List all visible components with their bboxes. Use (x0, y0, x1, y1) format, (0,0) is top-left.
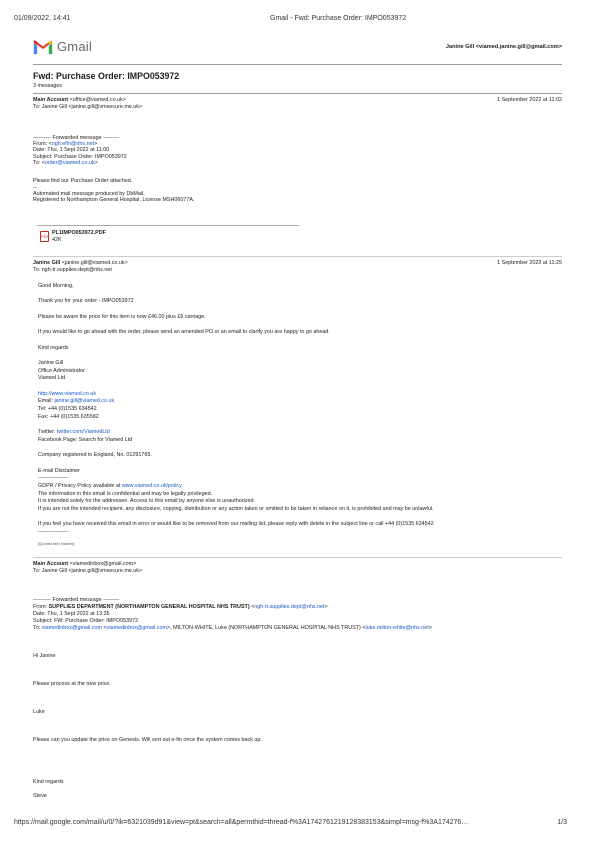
inline-link[interactable]: http://www.viamed.co.uk (38, 390, 97, 397)
body-line: ----------------- (38, 475, 69, 482)
body-line: Email: janine.gill@viamed.co.uk (38, 398, 115, 405)
body-line (33, 744, 562, 751)
body-line: GDPR / Privacy Policy available at www.viamed.co.uk/policy (38, 482, 182, 489)
body-line: Good Morning, (38, 283, 74, 289)
message-3-body (33, 597, 562, 800)
body-line (33, 639, 562, 646)
subject-divider (33, 93, 562, 94)
message-3-sender[interactable] (33, 561, 136, 568)
body-line (33, 632, 562, 639)
inline-link[interactable]: viamedinbox@gmail.com (41, 625, 103, 631)
body-line: ---------- Forwarded message --------- (33, 597, 120, 603)
body-line (33, 702, 562, 709)
body-line: ----------------- (38, 529, 69, 535)
message-2-body (38, 283, 562, 537)
body-line: If you feel you have received this email in error or would like to be removed from our mailing list, please reply with delete in the subject line or call +44 (0)1535 634542 (38, 521, 434, 528)
message-2-sender[interactable] (33, 260, 128, 267)
body-line: Subject: Purchase Order: IMPO053972 (33, 153, 127, 160)
body-line (33, 660, 562, 667)
print-datetime: 01/09/2022, 14:41 (14, 15, 71, 22)
body-line (33, 667, 562, 674)
print-page-number: 1/3 (557, 819, 567, 826)
body-line: Kind regards (33, 779, 64, 785)
sender-email: <viamedinbox@gmail.com> (69, 561, 137, 567)
message-3-recipient: To: Janine Gill <janine.gill@vmsecure.me.uk> (33, 568, 143, 574)
body-line (33, 723, 562, 730)
body-line (38, 444, 562, 452)
message-1-date: 1 September 2022 at 11:02 (497, 97, 562, 103)
body-line: Steve (33, 793, 47, 799)
body-line (33, 765, 562, 772)
gmail-logo[interactable] (33, 38, 92, 56)
attachment-divider (37, 225, 299, 226)
sender-email: <janine.gill@viamed.co.uk> (61, 260, 128, 266)
pdf-icon: PDF (40, 231, 49, 242)
body-line: Registered to Northampton General Hospital, License MSH06077A. (33, 196, 195, 203)
body-line (33, 758, 562, 765)
inline-link[interactable]: ngh-tr.supplies.dept@nhs.net (254, 604, 325, 610)
body-line: Please process at the new price. (33, 681, 111, 687)
sender-name: Janine Gill (33, 260, 61, 266)
body-line: From: <ngh.efin@nhs.net> (33, 141, 98, 148)
message-divider (33, 256, 562, 257)
body-line: Twitter: twitter.com/ViamedLtd (38, 429, 110, 436)
quoted-text-toggle[interactable]: [Quoted text hidden] (38, 541, 75, 546)
body-line: Company registered in England, No. 01291765. (38, 452, 152, 459)
body-line: Automated mail message produced by DbMail. (33, 190, 145, 197)
body-line (38, 383, 562, 391)
sender-email: <office@viamed.co.uk> (69, 97, 126, 103)
thread-subject: Fwd: Purchase Order: IMPO053972 (33, 71, 180, 81)
body-line (33, 772, 562, 779)
gmail-logo-text: Gmail (57, 38, 92, 54)
body-line: From: SUPPLIES DEPARTMENT (NORTHAMPTON GENERAL HOSPITAL NHS TRUST) <ngh-tr.supplies.dept@nhs.net> (33, 604, 328, 610)
header-divider (33, 64, 562, 65)
body-line: Fax: +44 (0)1535 635582 (38, 413, 99, 420)
body-line: Facebook Page: Search for Viamed Ltd (38, 436, 133, 443)
body-line (38, 306, 562, 314)
body-line: If you are not the intended recipient, any disclosure, copying, distribution or any action taken or omitted to be taken in reliance on it, is prohibited and may be unlawful. (38, 505, 434, 512)
message-2-recipient: To: ngh-tr.supplies.dept@nhs.net (33, 267, 112, 273)
body-line: Subject: FW: Purchase Order: IMPO053972 (33, 618, 139, 624)
body-line: Viamed Ltd. (38, 375, 67, 382)
body-line (33, 674, 562, 681)
body-line: Office Administrator (38, 367, 85, 374)
body-line (38, 352, 562, 360)
inline-link[interactable]: twitter.com/ViamedLtd (56, 429, 110, 436)
inline-link[interactable]: www.viamed.co.uk/policy (121, 482, 182, 489)
body-line (33, 730, 562, 737)
body-line (33, 751, 562, 758)
inline-link[interactable]: janine.gill@viamed.co.uk (54, 398, 115, 405)
body-line: Please can you update the price on Genesis. Will sort out e-fin once the system comes back up. (33, 737, 262, 743)
body-line: Date: Thu, 1 Sept 2022 at 13:35 (33, 611, 110, 617)
body-line (38, 460, 562, 468)
body-line: ---------- Forwarded message --------- (33, 135, 120, 141)
account-email: Janine Gill <viamed.janine.gill@gmail.com> (445, 44, 562, 50)
body-line (38, 291, 562, 299)
message-1-recipient: To: Janine Gill <janine.gill@vmsecure.me.uk> (33, 104, 143, 110)
print-url: https://mail.google.com/mail/u/0/?ik=6321039d91&view=pt&search=all&permthid=thread-f%3A1742761219128383153&simpl=msg-f%3A174276… (14, 819, 469, 826)
attachment-size: 42K (52, 237, 62, 244)
body-line (33, 786, 562, 793)
body-line: E-mail Disclaimer (38, 467, 80, 474)
body-line: Please find our Purchase Order attached. (33, 178, 133, 185)
inline-link[interactable]: ngh.efin@nhs.net (51, 141, 95, 148)
body-line: Please be aware the price for this item is now £46.00 plus £6 carriage. (38, 313, 206, 320)
attachment[interactable] (40, 230, 106, 244)
sender-name: Main Account (33, 97, 69, 103)
body-line: Hi Janine (33, 653, 56, 659)
message-divider (33, 557, 562, 558)
body-line: To: viamedinbox@gmail.com <viamedinbox@gmail.com>, MILTON-WHITE, Luke (NORTHAMPTON GENERAL HOSPITAL NHS TRUST) <luke.milton-white@nhs.net> (33, 625, 432, 631)
body-line: Kind regards (38, 344, 69, 351)
body-line: Tel: +44 (0)1535 634542 (38, 406, 97, 412)
body-line (38, 391, 562, 399)
message-2-date: 1 September 2022 at 11:25 (497, 260, 562, 266)
print-page-title: Gmail - Fwd: Purchase Order: IMPO053972 (270, 15, 407, 22)
body-line (33, 646, 562, 653)
body-line (38, 337, 562, 345)
body-line: Luke (33, 709, 45, 715)
body-line: Janine Gill (38, 359, 64, 366)
body-line: To: <order@viamed.co.uk> (33, 159, 98, 166)
sender-name: Main Account (33, 561, 69, 567)
body-line (33, 716, 562, 723)
body-line (33, 695, 562, 702)
body-line: The information in this email is confidential and may be legally privileged. (38, 490, 213, 497)
message-1-body (33, 135, 562, 203)
message-1-sender[interactable] (33, 97, 126, 104)
inline-link[interactable]: order@viamed.co.uk (44, 159, 95, 166)
body-line (33, 688, 562, 695)
body-line: It is intended solely for the addressee. Access to this email by anyone else is unauthorized. (38, 498, 255, 505)
inline-link[interactable]: luke.milton-white@nhs.net (365, 625, 429, 631)
attachment-name[interactable]: PL1IMPO053972.PDF (52, 230, 106, 236)
inline-link[interactable]: viamedinbox@gmail.com (106, 625, 167, 631)
body-line (38, 514, 562, 522)
gmail-envelope-icon (33, 40, 53, 55)
body-line (38, 321, 562, 329)
body-line: Date: Thu, 1 Sept 2022 at 11:00 (33, 147, 110, 154)
body-line: -- (33, 184, 37, 191)
message-count: 3 messages (33, 83, 63, 89)
body-line: Thank you for your order - IMPO053972 (38, 298, 134, 305)
body-line (38, 421, 562, 429)
body-line: If you would like to go ahead with the order, please send an amended PO or an email to clarify you are happy to go ahead. (38, 329, 330, 336)
